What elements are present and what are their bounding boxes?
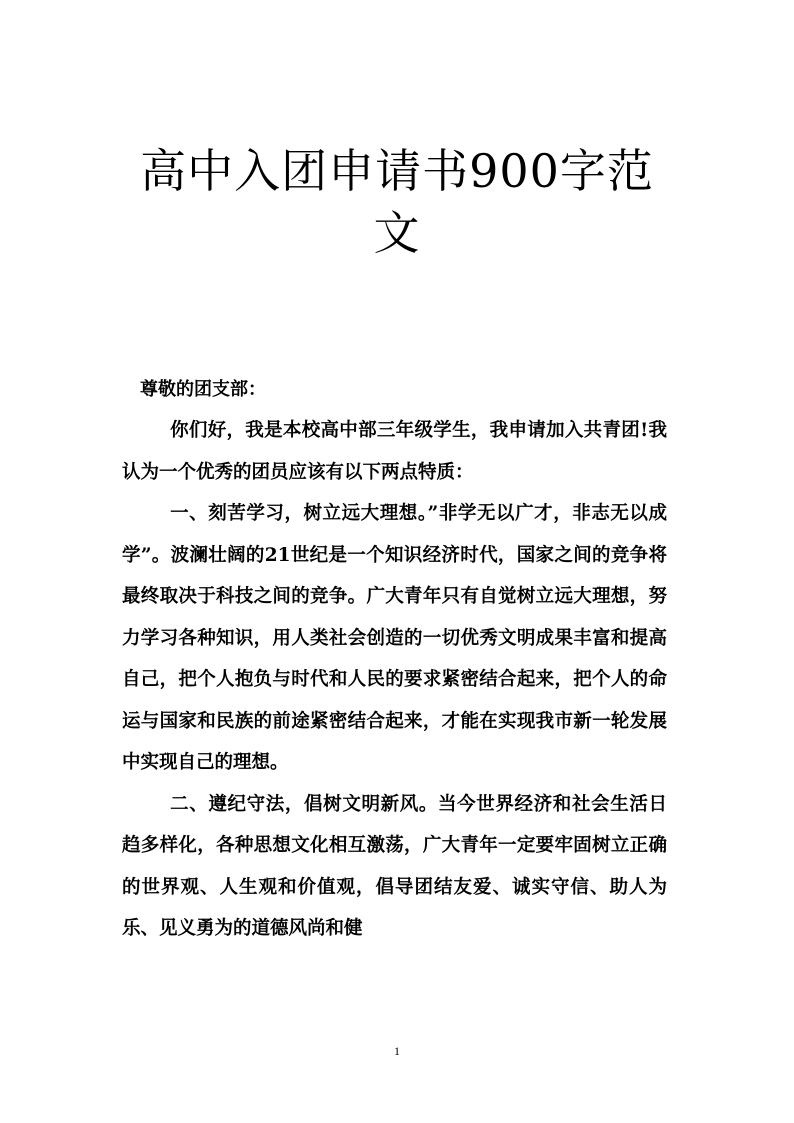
document-body <box>122 410 667 950</box>
paragraph-intro: 你们好，我是本校高中部三年级学生，我申请加入共青团!我认为一个优秀的团员应该有以下两点特质： <box>122 420 667 483</box>
paragraph-discipline: 二、遵纪守法，倡树文明新风。当今世界经济和社会生活日趋多样化，各种思想文化相互激荡，广大青年一定要牢固树立正确的世界观、人生观和价值观，倡导团结友爱、诚实守信、助人为乐、见义勇为的道德风尚和健 <box>122 793 667 939</box>
document-title: 高中入团申请书900字范文 <box>140 144 654 260</box>
paragraph-study: 一、刻苦学习，树立远大理想。”非学无以广才，非志无以成学”。波澜壮阔的21世纪是一个知识经济时代，国家之间的竞争将最终取决于科技之间的竞争。广大青年只有自觉树立远大理想，努力学习各种知识，用人类社会创造的一切优秀文明成果丰富和提高自己，把个人抱负与时代和人民的要求紧密结合起来，把个人的命运与国家和民族的前途紧密结合起来，才能在实现我市新一轮发展中实现自己的理想。 <box>122 503 667 773</box>
salutation: 尊敬的团支部： <box>140 379 266 400</box>
page-number: 1 <box>394 1044 400 1058</box>
